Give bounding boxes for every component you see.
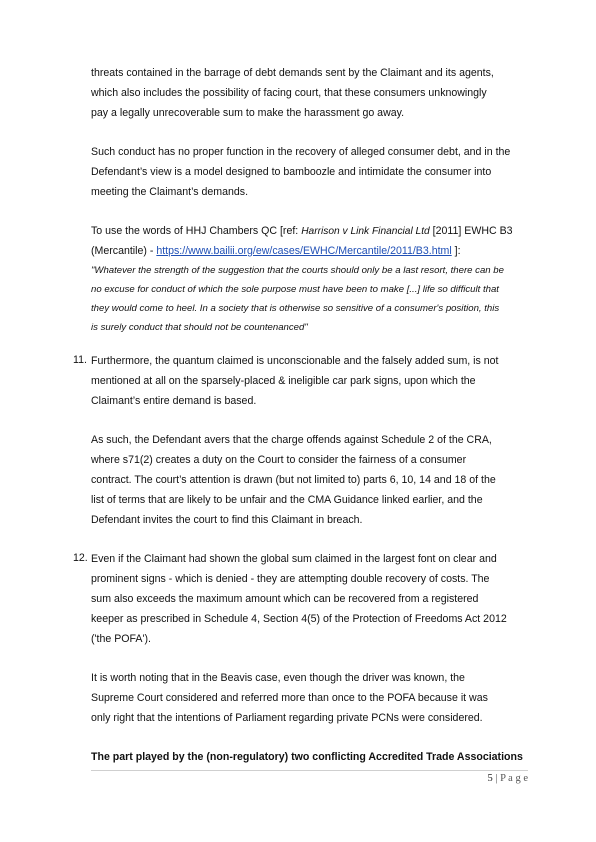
citation-intro: To use the words of HHJ Chambers QC [ref: [91, 225, 302, 237]
item-number-12: 12. [73, 552, 88, 564]
text-line: which also includes the possibility of facing court, that these consumers unknowingly [91, 87, 487, 99]
text-line: meeting the Claimant’s demands. [91, 186, 249, 198]
citation-suffix: ]: [451, 245, 461, 257]
text-line: pay a legally unrecoverable sum to make the harassment go away. [91, 107, 405, 119]
citation-prefix: (Mercantile) - [91, 245, 157, 257]
text-line: Such conduct has no proper function in the recovery of alleged consumer debt, and in the [91, 146, 511, 158]
text-line: only right that the intentions of Parliament regarding private PCNs were considered. [91, 712, 483, 724]
quote-line: they would come to heel. In a society that is otherwise so sensitive of a consumer's position, this [91, 303, 500, 314]
case-ref: [2011] EWHC B3 [429, 225, 513, 237]
case-name: Harrison v Link Financial Ltd [301, 226, 430, 237]
text-line: Claimant’s entire demand is based. [91, 395, 257, 407]
text-line: As such, the Defendant avers that the charge offends against Schedule 2 of the CRA, [91, 434, 492, 446]
text-line: Furthermore, the quantum claimed is unconscionable and the falsely added sum, is not [91, 355, 499, 367]
item-number-11: 11. [73, 354, 87, 366]
page-footer [487, 773, 528, 784]
footer-separator: | [495, 773, 498, 784]
text-line: Even if the Claimant had shown the global sum claimed in the largest font on clear and [91, 553, 497, 565]
text-line: keeper as prescribed in Schedule 4, Section 4(5) of the Protection of Freedoms Act 2012 [91, 613, 507, 625]
citation-line [91, 244, 461, 258]
text-line: where s71(2) creates a duty on the Court to consider the fairness of a consumer [91, 454, 467, 466]
citation-line [91, 224, 513, 239]
text-line: It is worth noting that in the Beavis case, even though the driver was known, the [91, 672, 465, 684]
page-number: 5 [487, 773, 493, 784]
text-line: prominent signs - which is denied - they are attempting double recovery of costs. The [91, 573, 490, 585]
text-line: Supreme Court considered and referred more than once to the POFA because it was [91, 692, 488, 704]
text-line: list of terms that are likely to be unfair and the CMA Guidance linked earlier, and the [91, 494, 483, 506]
text-line: ('the POFA'). [91, 633, 151, 645]
bailii-link[interactable]: https://www.bailii.org/ew/cases/EWHC/Mercantile/2011/B3.html [156, 245, 452, 257]
text-line: Defendant’s view is a model designed to bamboozle and intimidate the consumer into [91, 166, 492, 178]
text-line: contract. The court’s attention is drawn (but not limited to) parts 6, 10, 14 and 18 of the [91, 474, 496, 486]
text-line: mentioned at all on the sparsely-placed & ineligible car park signs, upon which the [91, 375, 476, 387]
text-line: Defendant invites the court to find this Claimant in breach. [91, 514, 363, 526]
quote-line: no excuse for conduct of which the sole purpose must have been to make [...] life so difficult that [91, 284, 499, 295]
section-heading: The part played by the (non-regulatory) two conflicting Accredited Trade Associations [91, 751, 523, 763]
quote-line: "Whatever the strength of the suggestion that the courts should only be a last resort, there can be [91, 265, 504, 276]
text-line: sum also exceeds the maximum amount which can be recovered from a registered [91, 593, 479, 605]
quote-line: is surely conduct that should not be countenanced" [91, 322, 308, 333]
footer-divider [91, 770, 528, 771]
text-line: threats contained in the barrage of debt demands sent by the Claimant and its agents, [91, 67, 494, 79]
page-label: P a g e [500, 773, 528, 784]
